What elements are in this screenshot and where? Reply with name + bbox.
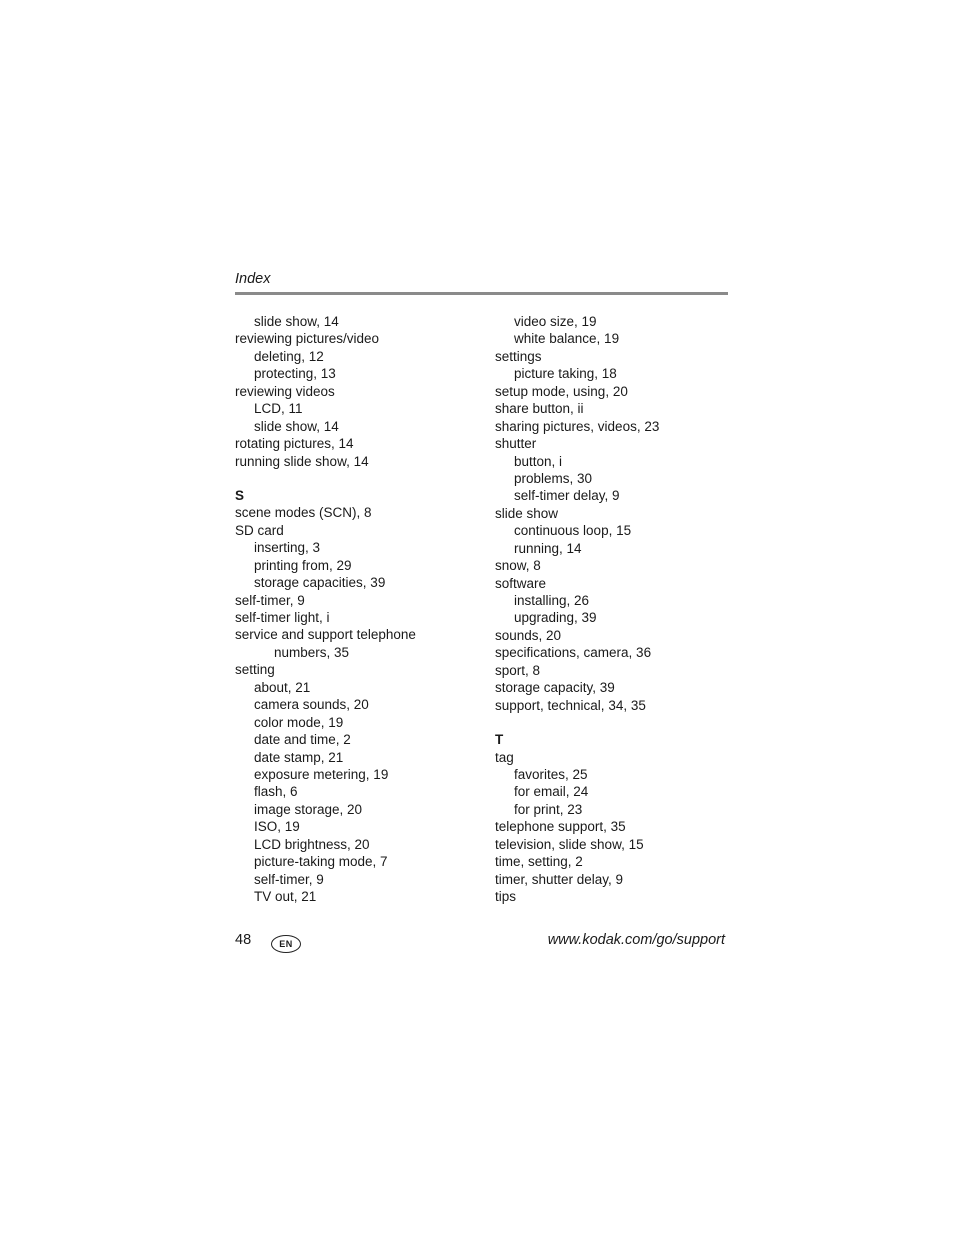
index-entry: software [495,575,547,591]
index-entry: SD card [235,522,284,538]
page-number: 48 [235,932,252,948]
index-entry: sharing pictures, videos, 23 [495,418,660,434]
index-subentry: inserting, 3 [254,540,321,556]
index-entry: service and support telephone [235,627,416,643]
index-subentry: TV out, 21 [254,889,317,904]
index-entry: running slide show, 14 [235,453,369,469]
index-entry: snow, 8 [495,558,541,574]
index-subentry: about, 21 [254,679,311,695]
index-subentry: for print, 23 [514,801,583,817]
index-subentry: slide show, 14 [254,418,339,434]
index-subentry: for email, 24 [514,784,589,800]
index-subentry: LCD, 11 [254,401,303,417]
index-subentry: slide show, 14 [254,314,339,329]
index-subentry: upgrading, 39 [514,610,597,626]
index-entry: reviewing pictures/video [235,331,380,347]
index-subentry: printing from, 29 [254,557,352,573]
index-subentry: date and time, 2 [254,732,351,748]
index-entry: rotating pictures, 14 [235,436,354,452]
index-section-letter: T [495,732,504,748]
index-section-letter: S [235,487,245,503]
index-entry-continuation: numbers, 35 [274,644,350,660]
index-entry: reviewing videos [235,383,335,399]
index-subentry: ISO, 19 [254,819,300,835]
index-subentry: white balance, 19 [514,331,620,347]
index-entry: setting [235,662,275,678]
index-subentry: installing, 26 [514,593,590,608]
index-subentry: picture-taking mode, 7 [254,854,388,870]
index-subentry: button, i [514,453,563,469]
index-subentry: camera sounds, 20 [254,697,369,713]
index-subentry: running, 14 [514,540,582,556]
index-entry: settings [495,348,542,364]
index-subentry: self-timer, 9 [254,871,324,887]
index-entry: timer, shutter delay, 9 [495,871,624,887]
index-entry: television, slide show, 15 [495,836,644,852]
index-subentry: problems, 30 [514,470,593,486]
index-entry: sounds, 20 [495,627,562,643]
language-badge: EN [271,935,301,953]
index-column-left [235,313,485,905]
index-subentry: deleting, 12 [254,348,324,364]
header-rule [235,292,728,295]
index-entry: tag [495,749,514,765]
index-subentry: flash, 6 [254,784,298,800]
index-subentry: image storage, 20 [254,801,363,817]
index-subentry: picture taking, 18 [514,366,617,382]
index-entry: tips [495,889,517,904]
running-header: Index [235,271,271,287]
index-subentry: self-timer delay, 9 [514,488,620,504]
index-subentry: storage capacities, 39 [254,575,386,591]
index-entry: telephone support, 35 [495,819,626,835]
index-subentry: continuous loop, 15 [514,523,632,539]
index-entry: self-timer, 9 [235,592,305,608]
support-url: www.kodak.com/go/support [547,932,725,948]
index-column-right [495,313,745,905]
index-entry: specifications, camera, 36 [495,645,652,661]
index-entry: shutter [495,436,537,452]
index-entry: time, setting, 2 [495,854,583,870]
index-subentry: protecting, 13 [254,366,336,382]
index-entry: self-timer light, i [235,610,330,625]
index-entry: scene modes (SCN), 8 [235,505,372,521]
index-entry: slide show [495,505,559,521]
index-subentry: favorites, 25 [514,766,588,782]
index-entry: setup mode, using, 20 [495,383,628,399]
index-subentry: LCD brightness, 20 [254,836,370,852]
index-subentry: exposure metering, 19 [254,766,389,782]
index-entry: support, technical, 34, 35 [495,697,646,713]
index-subentry: video size, 19 [514,314,597,329]
index-subentry: date stamp, 21 [254,749,344,765]
index-entry: sport, 8 [495,662,541,678]
index-entry: storage capacity, 39 [495,680,615,696]
index-entry: share button, ii [495,401,584,417]
index-subentry: color mode, 19 [254,714,344,730]
